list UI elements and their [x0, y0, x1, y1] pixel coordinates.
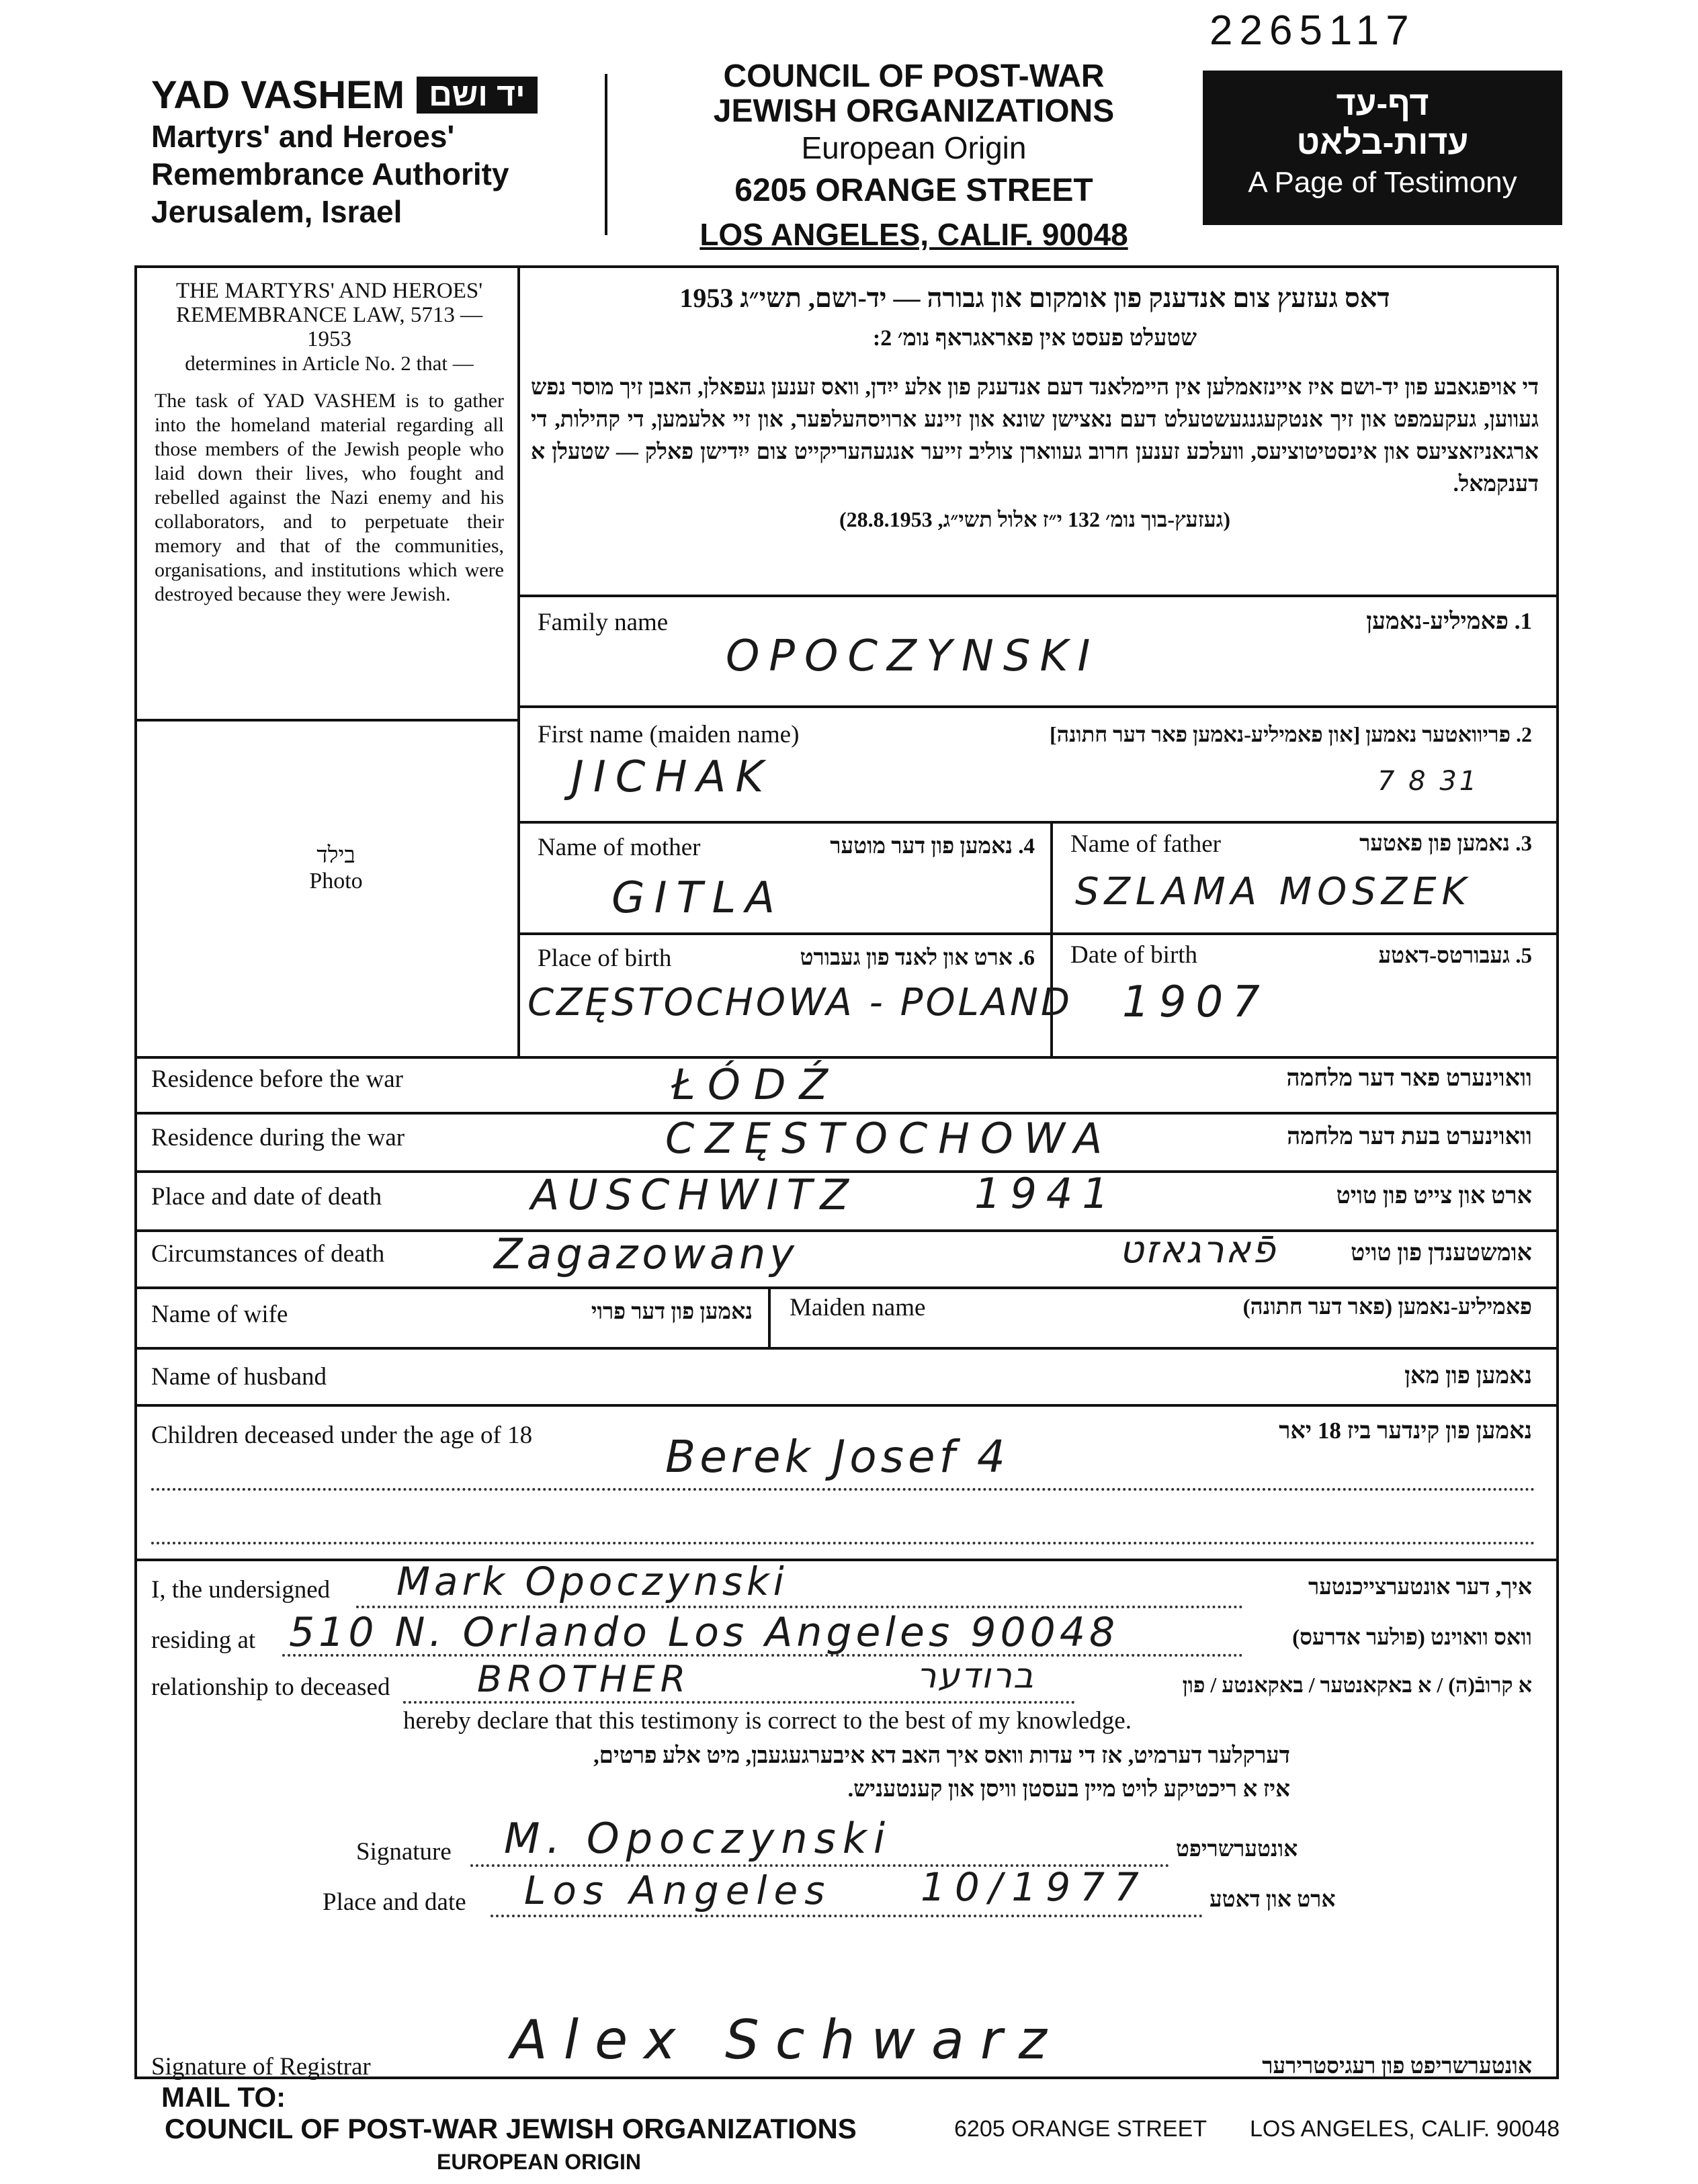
photo-area: [282, 843, 390, 894]
death-place-hebrew: ארט און צייט פון טויט: [1336, 1182, 1532, 1209]
undersigned-line: [356, 1606, 1243, 1608]
children-value[interactable]: Berek Josef 4: [665, 1431, 1009, 1483]
hebrew-law-subtitle: שטעלט פעסט אין פאראגראף נומ׳ 2:: [872, 326, 1197, 351]
death-date-value[interactable]: 1941: [974, 1169, 1118, 1218]
row-divider-firstname: [517, 705, 1559, 708]
signature-value[interactable]: M. Opoczynski: [504, 1814, 892, 1863]
page-hebrew-1: דף-עד: [1336, 85, 1429, 122]
family-name-label: Family name: [538, 609, 669, 636]
birth-place-value[interactable]: CZĘSTOCHOWA - POLAND: [527, 981, 1073, 1024]
yad-vashem-line-3: Jerusalem, Israel: [151, 194, 402, 229]
signature-hebrew: אונטערשריפט: [1176, 1837, 1298, 1862]
footer-address-2: LOS ANGELES, CALIF. 90048: [1250, 2116, 1560, 2142]
mother-hebrew: 4. נאמען פון דער מוטער: [830, 834, 1035, 859]
row-divider-parents: [517, 821, 1559, 824]
row-divider-children: [134, 1404, 1559, 1407]
birth-place-hebrew: 6. ארט און לאנד פון געבורט: [800, 946, 1035, 970]
relationship-hebrew: א קרובֿ(ה) / א באקאנטער / באקאנטע / פון: [1182, 1673, 1532, 1697]
relationship-value-hebrew[interactable]: ברודער: [917, 1656, 1035, 1696]
husband-hebrew: נאמען פון מאן: [1404, 1362, 1532, 1389]
registrar-hebrew: אונטערשריפט פון רעגיסטרירער: [1262, 2054, 1532, 2079]
father-value[interactable]: SZLAMA MOSZEK: [1075, 870, 1472, 914]
mother-label: Name of mother: [538, 834, 701, 861]
first-name-note: 7 8 31: [1377, 766, 1480, 797]
page-of-testimony-box: [1203, 71, 1562, 225]
photo-label: Photo: [309, 869, 363, 893]
row-divider-declaration: [134, 1559, 1559, 1561]
declaration-english: hereby declare that this testimony is correct to the best of my knowledge.: [403, 1707, 1132, 1735]
place-date-value-2[interactable]: 10/1977: [921, 1864, 1148, 1910]
footer-address-1: 6205 ORANGE STREET: [954, 2116, 1207, 2142]
registrar-signature[interactable]: Alex Schwarz: [511, 2009, 1063, 2071]
father-label: Name of father: [1070, 830, 1221, 858]
father-hebrew: 3. נאמען פון פאטער: [1359, 832, 1532, 856]
council-line-4: 6205 ORANGE STREET: [734, 173, 1093, 208]
mother-value[interactable]: GITLA: [611, 873, 784, 923]
husband-label: Name of husband: [151, 1363, 327, 1391]
maiden-name-label: Maiden name: [790, 1294, 926, 1321]
residing-value[interactable]: 510 N. Orlando Los Angeles 90048: [289, 1609, 1119, 1656]
birth-date-hebrew: 5. געבורטס-דאטע: [1378, 944, 1532, 968]
circumstances-hebrew: אומשטענדן פון טויט: [1351, 1239, 1532, 1266]
yad-vashem-name: YAD VASHEM: [151, 73, 405, 117]
wife-hebrew: נאמען פון דער פרוי: [591, 1300, 753, 1324]
yad-vashem-line-1: Martyrs' and Heroes': [151, 119, 455, 154]
footer-origin: EUROPEAN ORIGIN: [437, 2150, 642, 2174]
circumstances-label: Circumstances of death: [151, 1240, 385, 1268]
law-box: [155, 279, 504, 607]
council-line-5: LOS ANGELES, CALIF. 90048: [699, 217, 1128, 252]
death-place-value[interactable]: AUSCHWITZ: [531, 1170, 857, 1219]
hebrew-law-title: דאס געזעץ צום אנדענק פון אומקום און גבורה — יד-ושם, תשי״ג 1953: [679, 283, 1390, 313]
family-name-value[interactable]: OPOCZYNSKI: [726, 631, 1100, 681]
place-date-label: Place and date: [323, 1888, 466, 1916]
council-block: [645, 59, 1183, 254]
row-divider-circumstances: [134, 1229, 1559, 1232]
place-date-line: [491, 1915, 1203, 1917]
first-name-label: First name (maiden name): [538, 721, 800, 748]
res-before-hebrew: וואוינערט פאר דער מלחמה: [1286, 1065, 1532, 1091]
death-place-label: Place and date of death: [151, 1183, 382, 1211]
law-box-title: THE MARTYRS' AND HEROES' REMEMBRANCE LAW, 5713 — 1953: [175, 279, 483, 351]
circumstances-value[interactable]: Zagazowany: [494, 1229, 798, 1278]
res-before-label: Residence before the war: [151, 1065, 403, 1093]
document-number: 2265117: [1209, 7, 1416, 54]
yad-vashem-line-2: Remembrance Authority: [151, 157, 509, 191]
declaration-hebrew-2: איז א ריכטיקע לויט מיין בעסטן וויסן און קענטעניש.: [847, 1777, 1290, 1802]
council-line-3: European Origin: [801, 130, 1027, 165]
birth-date-value[interactable]: 1907: [1122, 977, 1269, 1027]
left-column-border: [517, 265, 520, 1058]
declaration-hebrew-1: דערקלער דערמיט, אז די עדות וואס איך האב דא איבערגעגעבן, מיט אלע פרטים,: [593, 1743, 1290, 1768]
hebrew-law-body: די אויפגאבע פון יד-ושם איז איינזאמלען אין היימלאנד דעם אנדענק פון אלע ייִדן, וואס זענען געפאלן, האבן זיך מוסר נפש געווען, געקעמפט און זיך אנטקעגנגעשטעלט דעם נאצישן שונא און זיינע ארויסהעלפער, און זיי אלעמען, די קהילות, די ארגאניזאציעס און אינסטיטוציעס, וועלכע זענען חרוב געווארן צוליב זייער אנגעהעריקייט צום ייִדישן פאלק — שטעלן א דענקמאל.: [531, 376, 1539, 496]
footer-org: COUNCIL OF POST-WAR JEWISH ORGANIZATIONS: [165, 2113, 857, 2144]
mail-to-label: MAIL TO:: [161, 2081, 286, 2113]
page-english: A Page of Testimony: [1248, 166, 1517, 199]
birth-place-label: Place of birth: [538, 945, 672, 972]
page-hebrew-2: עדות-בלאט: [1296, 124, 1469, 161]
first-name-value[interactable]: JICHAK: [571, 752, 773, 802]
undersigned-hebrew: איך, דער אונטערצייכנטער: [1308, 1575, 1532, 1600]
signature-label: Signature: [356, 1838, 452, 1866]
birth-date-label: Date of birth: [1070, 941, 1198, 969]
row-divider-res-before: [134, 1056, 1559, 1059]
children-label: Children deceased under the age of 18: [151, 1422, 533, 1449]
row-divider-family: [517, 595, 1559, 597]
hebrew-law-block: [531, 282, 1539, 532]
relationship-label: relationship to deceased: [151, 1673, 390, 1701]
maiden-name-hebrew: פאמיליע-נאמען (פאר דער חתונה): [1242, 1295, 1532, 1319]
col-divider-wife: [768, 1286, 771, 1348]
undersigned-label: I, the undersigned: [151, 1576, 331, 1604]
row-divider-wife: [134, 1286, 1559, 1289]
residing-hebrew: וואס וואוינט (פולער אדרעס): [1292, 1626, 1532, 1650]
family-name-hebrew: 1. פאמיליע-נאמען: [1366, 608, 1532, 634]
place-date-value[interactable]: Los Angeles: [524, 1868, 832, 1913]
wife-label: Name of wife: [151, 1301, 288, 1328]
children-hebrew: נאמען פון קינדער ביז 18 יאר: [1279, 1417, 1532, 1444]
law-box-divider: [134, 719, 519, 722]
circumstances-value-hebrew[interactable]: פֿארגאזט: [1119, 1228, 1277, 1272]
hebrew-law-citation: (געזעץ-בוך נומ׳ 132 י״ז אלול תשי״ג, 28.8.1953): [839, 507, 1231, 531]
res-during-hebrew: וואוינערט בעת דער מלחמה: [1287, 1123, 1532, 1149]
res-during-value[interactable]: CZĘSTOCHOWA: [665, 1114, 1113, 1163]
yad-vashem-block: [151, 73, 615, 230]
header-divider-left: [605, 74, 607, 235]
row-divider-husband: [134, 1347, 1559, 1350]
children-line-2: [151, 1542, 1535, 1544]
children-line-1: [151, 1488, 1535, 1491]
yad-vashem-hebrew-logo: יד ושם: [417, 77, 537, 114]
council-line-1: COUNCIL OF POST-WAR: [723, 58, 1105, 94]
photo-hebrew: בילד: [316, 843, 355, 868]
relationship-line: [403, 1701, 1075, 1704]
law-box-body: The task of YAD VASHEM is to gather into the homeland material regarding all those members of the Jewish people who laid down their lives, who fought and rebelled against the Nazi enemy and his collaborators, and to perpetuate their memory and that of the communities, organisations, and institutions which were destroyed because they were Jewish.: [155, 390, 504, 605]
registrar-label: Signature of Registrar: [151, 2053, 371, 2081]
first-name-hebrew: 2. פריוואטער נאמען [און פאמיליע-נאמען פאר דער חתונה]: [1050, 722, 1532, 746]
res-during-label: Residence during the war: [151, 1124, 405, 1151]
undersigned-value[interactable]: Mark Opoczynski: [396, 1559, 788, 1604]
relationship-value[interactable]: BROTHER: [477, 1658, 691, 1700]
residing-label: residing at: [151, 1626, 256, 1654]
res-before-value[interactable]: ŁÓDŹ: [672, 1060, 841, 1109]
place-date-hebrew: ארט און דאטע: [1209, 1888, 1336, 1912]
row-divider-birth: [517, 932, 1559, 935]
law-box-sub: determines in Article No. 2 that —: [185, 351, 474, 375]
council-line-2: JEWISH ORGANIZATIONS: [713, 93, 1115, 129]
